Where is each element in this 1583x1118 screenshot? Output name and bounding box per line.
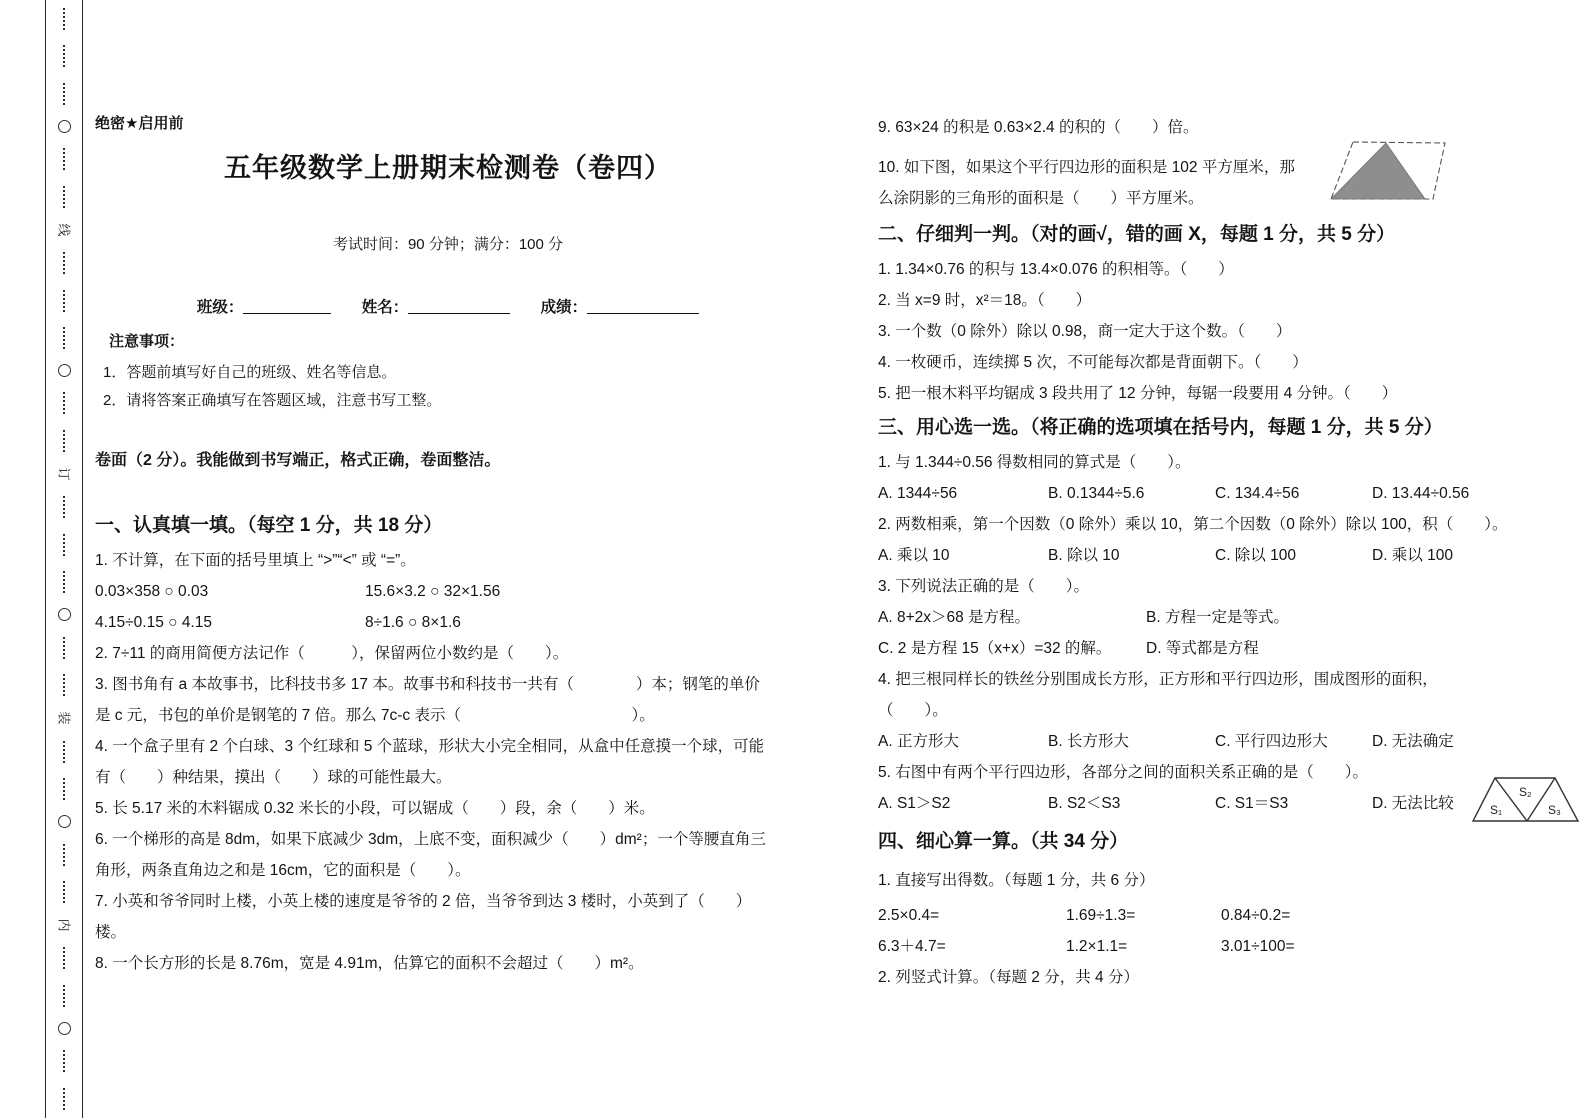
- s1-compare-row-2: [95, 607, 801, 638]
- s2-label: S₂: [1519, 785, 1532, 799]
- margin-circle: [58, 608, 71, 621]
- margin-dotted-segment: [63, 534, 65, 556]
- s4-calc-2-1: 6.3＋4.7=: [878, 938, 946, 955]
- s1-q10-line2: 么涂阴影的三角形的面积是（ ）平方厘米。: [878, 190, 1204, 207]
- margin-circle: [58, 1022, 71, 1035]
- s3-q4-option-d: D. 无法确定: [1372, 733, 1454, 750]
- s3-label: S₃: [1548, 803, 1561, 817]
- s1-q6-line2: 角形，两条直角边之和是 16cm，它的面积是（ ）。: [95, 862, 471, 879]
- page-title: 五年级数学上册期末检测卷（卷四）: [224, 153, 672, 183]
- s2-q3: 3. 一个数（0 除外）除以 0.98，商一定大于这个数。（ ）: [878, 323, 1292, 340]
- s1-q4-line2: 有（ ）种结果，摸出（ ）球的可能性最大。: [95, 769, 452, 786]
- s1-q8: 8. 一个长方形的长是 8.76m，宽是 4.91m，估算它的面积不会超过（ ）m²。: [95, 955, 644, 972]
- margin-binding-char: 订: [56, 467, 72, 481]
- margin-dotted-segment: [63, 844, 65, 866]
- fields-row: [95, 295, 801, 321]
- s3-q4-option-b: B. 长方形大: [1048, 733, 1129, 750]
- s4-q2: 2. 列竖式计算。（每题 2 分，共 4 分）: [878, 969, 1139, 986]
- margin-binding-char: 内: [56, 918, 72, 932]
- s1-compare-row-1: [95, 576, 801, 607]
- s3-q1-options: [878, 478, 1583, 509]
- margin-circle: [58, 120, 71, 133]
- class-blank: [243, 298, 331, 314]
- s1-q4-line1: 4. 一个盒子里有 2 个白球、3 个红球和 5 个蓝球，形状大小完全相同，从盒中任意摸一个球，可能: [95, 738, 765, 755]
- shaded-triangle: [1331, 143, 1425, 199]
- margin-dotted-segment: [63, 947, 65, 969]
- s3-q2-option-d: D. 乘以 100: [1372, 547, 1453, 564]
- class-label: 班级：: [196, 299, 244, 316]
- margin-dotted-segment: [63, 637, 65, 659]
- margin-dotted-segment: [63, 148, 65, 170]
- s3-q2-option-a: A. 乘以 10: [878, 547, 950, 564]
- s3-q1-option-b: B. 0.1344÷5.6: [1048, 485, 1145, 502]
- s1-q7-line1: 7. 小英和爷爷同时上楼，小英上楼的速度是爷爷的 2 倍，当爷爷到达 3 楼时，小英到了（ ）: [95, 893, 752, 910]
- s1-compare-2-left: 4.15÷0.15 ○ 4.15: [95, 614, 212, 631]
- s3-q3-option-a: A. 8+2x＞68 是方程。: [878, 609, 1031, 626]
- margin-dotted-segment: [63, 571, 65, 593]
- s3-q4-option-c: C. 平行四边形大: [1215, 733, 1328, 750]
- s3-q5-option-d: D. 无法比较: [1372, 795, 1454, 812]
- neatness-note: 卷面（2 分）。我能做到书写端正，格式正确，卷面整洁。: [95, 452, 501, 469]
- margin-dotted-segment: [63, 1088, 65, 1110]
- s4-calc-row-1: [878, 900, 1583, 931]
- margin-dotted-segment: [63, 778, 65, 800]
- s4-calc-1-3: 0.84÷0.2=: [1221, 907, 1291, 924]
- s1-q7-line2: 楼。: [95, 924, 127, 941]
- s3-q3-option-b: B. 方程一定是等式。: [1146, 609, 1289, 626]
- section4-heading: 四、细心算一算。（共 34 分）: [878, 831, 1129, 852]
- margin-dotted-segment: [63, 83, 65, 105]
- s3-q2: 2. 两数相乘，第一个因数（0 除外）乘以 10，第二个因数（0 除外）除以 100，积（ ）。: [878, 516, 1508, 533]
- margin-dotted-segment: [63, 45, 65, 67]
- exam-info: 考试时间：90 分钟；满分：100 分: [332, 236, 564, 253]
- s3-q3-options-row1: [878, 602, 1583, 633]
- s1-q3-line1: 3. 图书角有 a 本故事书，比科技书多 17 本。故事书和科技书一共有（ ）本；钢笔的单价: [95, 676, 760, 693]
- margin-binding-char: 装: [56, 711, 72, 725]
- s3-q1-option-c: C. 134.4÷56: [1215, 485, 1300, 502]
- margin-dotted-segment: [63, 186, 65, 208]
- section1-heading: 一、认真填一填。（每空 1 分，共 18 分）: [95, 515, 443, 536]
- margin-circle: [58, 815, 71, 828]
- s3-q2-options: [878, 540, 1583, 571]
- note-item-2: 2．请将答案正确填写在答题区域，注意书写工整。: [103, 392, 442, 409]
- s1-q5: 5. 长 5.17 米的木料锯成 0.32 米长的小段，可以锯成（ ）段，余（ ）米。: [95, 800, 655, 817]
- s3-q5-option-c: C. S1＝S3: [1215, 795, 1289, 812]
- margin-dotted-segment: [63, 290, 65, 312]
- notes-title: 注意事项：: [109, 333, 185, 350]
- s1-compare-2-right: 8÷1.6 ○ 8×1.6: [365, 614, 461, 631]
- s4-calc-1-2: 1.69÷1.3=: [1066, 907, 1136, 924]
- margin-dotted-segment: [63, 881, 65, 903]
- section2-heading: 二、仔细判一判。（对的画√，错的画 X，每题 1 分，共 5 分）: [878, 224, 1396, 245]
- margin-dotted-segment: [63, 741, 65, 763]
- left-column: [95, 0, 801, 979]
- s1-q1: 1. 不计算，在下面的括号里填上 “>”“<” 或 “=”。: [95, 552, 416, 569]
- s2-q1: 1. 1.34×0.76 的积与 13.4×0.076 的积相等。（ ）: [878, 261, 1234, 278]
- s2-q5: 5. 把一根木料平均锯成 3 段共用了 12 分钟，每锯一段要用 4 分钟。（ ）: [878, 385, 1398, 402]
- s4-calc-2-3: 3.01÷100=: [1221, 938, 1295, 955]
- margin-circle: [58, 364, 71, 377]
- s3-q4-line2: （ ）。: [878, 702, 948, 719]
- s1-label: S₁: [1490, 803, 1503, 817]
- margin-dotted-segment: [63, 1050, 65, 1072]
- s3-q5: 5. 右图中有两个平行四边形，各部分之间的面积关系正确的是（ ）。: [878, 764, 1368, 781]
- s3-q4-options: [878, 726, 1583, 757]
- s3-q4-line1: 4. 把三根同样长的铁丝分别围成长方形，正方形和平行四边形，围成图形的面积，: [878, 671, 1438, 688]
- s1-q10-line1: 10. 如下图，如果这个平行四边形的面积是 102 平方厘米，那: [878, 159, 1295, 176]
- s3-q3-option-d: D. 等式都是方程: [1146, 640, 1259, 657]
- s4-calc-2-2: 1.2×1.1=: [1066, 938, 1128, 955]
- margin-dotted-segment: [63, 252, 65, 274]
- margin-dotted-segment: [63, 496, 65, 518]
- s1-q2: 2. 7÷11 的商用简便方法记作（ ），保留两位小数约是（ ）。: [95, 645, 569, 662]
- s2-q2: 2. 当 x=9 时，x²＝18。（ ）: [878, 292, 1092, 309]
- s3-q3-option-c: C. 2 是方程 15（x+x）=32 的解。: [878, 640, 1112, 657]
- s3-q1-option-d: D. 13.44÷0.56: [1372, 485, 1470, 502]
- s1-q3-line2: 是 c 元，书包的单价是钢笔的 7 倍。那么 7c-c 表示（ ）。: [95, 707, 655, 724]
- binding-line-inner: [82, 0, 83, 1118]
- s3-q1: 1. 与 1.344÷0.56 得数相同的算式是（ ）。: [878, 454, 1191, 471]
- s4-q1: 1. 直接写出得数。（每题 1 分，共 6 分）: [878, 872, 1155, 889]
- binding-margin-sequence: [46, 0, 82, 1118]
- s3-q2-option-b: B. 除以 10: [1048, 547, 1120, 564]
- s2-q4: 4. 一枚硬币，连续掷 5 次，不可能每次都是背面朝下。（ ）: [878, 354, 1308, 371]
- s3-q5-option-b: B. S2＜S3: [1048, 795, 1121, 812]
- margin-binding-char: 线: [56, 223, 72, 237]
- margin-dotted-segment: [63, 985, 65, 1007]
- name-label: 姓名：: [361, 299, 409, 316]
- s1-compare-1-left: 0.03×358 ○ 0.03: [95, 583, 209, 600]
- s3-q4-option-a: A. 正方形大: [878, 733, 959, 750]
- s3-q5-option-a: A. S1＞S2: [878, 795, 951, 812]
- margin-dotted-segment: [63, 430, 65, 452]
- name-blank: [408, 298, 510, 314]
- section3-heading: 三、用心选一选。（将正确的选项填在括号内，每题 1 分，共 5 分）: [878, 417, 1443, 438]
- s4-calc-row-2: [878, 931, 1583, 962]
- s4-calc-1-1: 2.5×0.4=: [878, 907, 940, 924]
- s1-q6-line1: 6. 一个梯形的高是 8dm，如果下底减少 3dm，上底不变，面积减少（ ）dm²；一个等腰直角三: [95, 831, 766, 848]
- secret-label: 绝密★启用前: [95, 115, 184, 132]
- s1-q9: 9. 63×24 的积是 0.63×2.4 的积的（ ）倍。: [878, 119, 1199, 136]
- margin-dotted-segment: [63, 392, 65, 414]
- margin-dotted-segment: [63, 327, 65, 349]
- s3-q1-option-a: A. 1344÷56: [878, 485, 958, 502]
- s3-q2-option-c: C. 除以 100: [1215, 547, 1296, 564]
- s1-compare-1-right: 15.6×3.2 ○ 32×1.56: [365, 583, 501, 600]
- margin-dotted-segment: [63, 8, 65, 30]
- s1-s2-s3-parallelograms-figure: [1466, 773, 1583, 827]
- parallelogram-shaded-triangle-figure: [1328, 138, 1453, 206]
- s3-q3: 3. 下列说法正确的是（ ）。: [878, 578, 1089, 595]
- s3-q3-options-row2: [878, 633, 1583, 664]
- margin-dotted-segment: [63, 674, 65, 696]
- score-label: 成绩：: [540, 299, 588, 316]
- score-blank: [587, 298, 699, 314]
- note-item-1: 1．答题前填写好自己的班级、姓名等信息。: [103, 364, 397, 381]
- right-column: [878, 0, 1583, 993]
